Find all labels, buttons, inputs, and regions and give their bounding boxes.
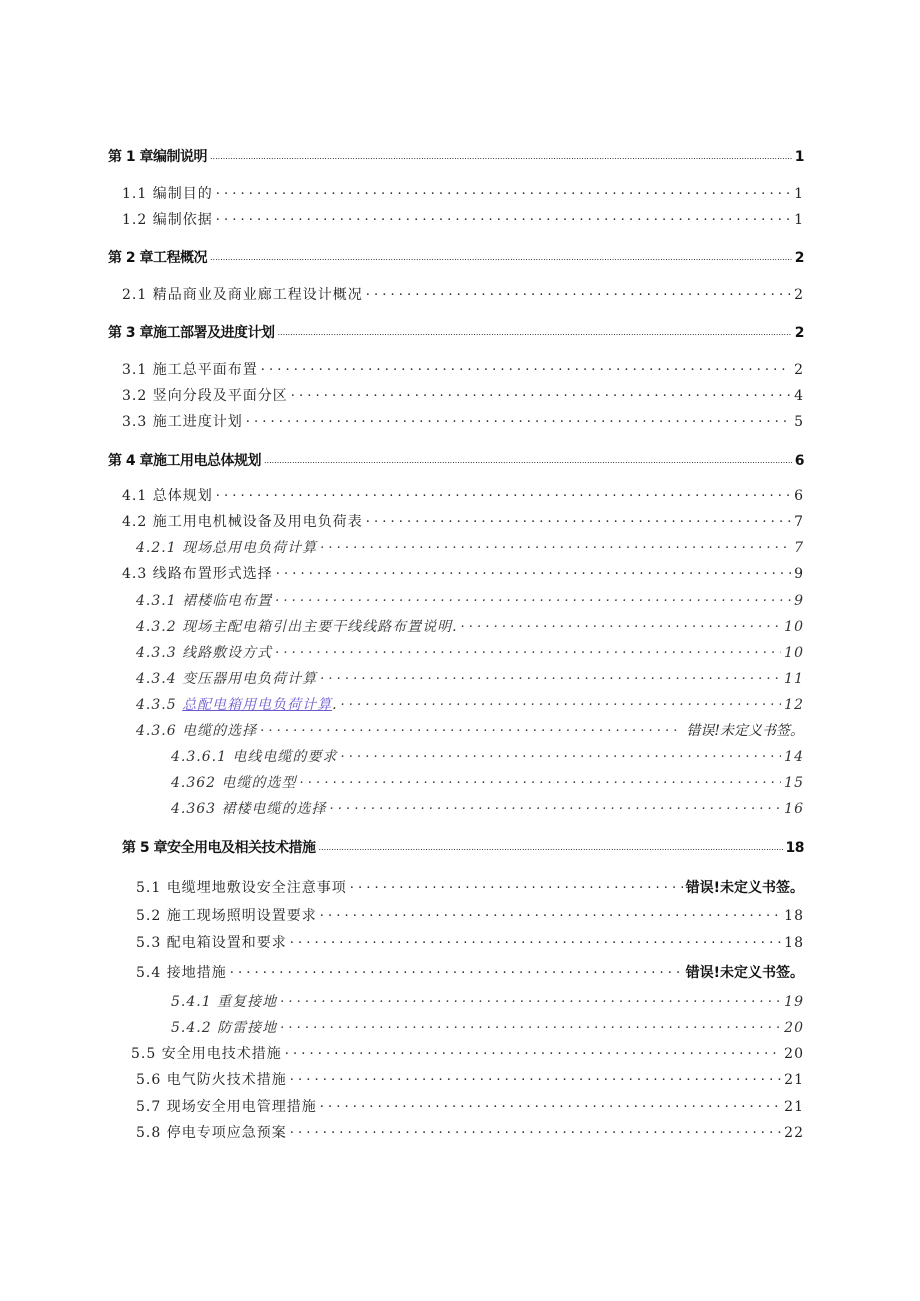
toc-label: 3.1 施工总平面布置 <box>122 362 258 378</box>
toc-label: 4.3.2 现场主配电箱引出主要干线线路布置说明. <box>136 619 458 635</box>
toc-label: 1.2 编制依据 <box>122 212 213 228</box>
toc-page: 6 <box>794 453 804 469</box>
toc-leader <box>276 564 791 578</box>
toc-label: 5.4.1 重复接地 <box>171 994 278 1010</box>
toc-section-3-2[interactable] <box>122 385 804 405</box>
toc-page: 11 <box>784 671 804 687</box>
toc-label: 第 4 章施工用电总体规划 <box>108 453 261 469</box>
toc-label: 5.3 配电箱设置和要求 <box>136 935 287 951</box>
toc-subsection-4-3-3[interactable] <box>136 642 804 662</box>
toc-page: 1 <box>794 212 804 228</box>
toc-label: 4.3 线路布置形式选择 <box>122 566 273 582</box>
toc-leader <box>320 669 781 683</box>
toc-page: 20 <box>784 1020 804 1036</box>
toc-chapter-4[interactable] <box>108 450 804 470</box>
toc-leader <box>291 386 791 400</box>
toc-leader <box>278 323 792 337</box>
toc-section-1-2[interactable] <box>122 209 804 229</box>
toc-label: 3.2 竖向分段及平面分区 <box>122 388 288 404</box>
toc-page: 22 <box>784 1125 804 1141</box>
toc-page: 21 <box>784 1072 804 1088</box>
toc-label-prefix: 4.3.5 <box>136 697 183 713</box>
toc-leader <box>320 906 781 920</box>
toc-section-2-1[interactable] <box>122 284 804 304</box>
toc-leader <box>264 451 792 465</box>
toc-label: 5.6 电气防火技术措施 <box>136 1072 287 1088</box>
toc-label: 4.2.1 现场总用电负荷计算 <box>136 540 318 556</box>
toc-page: 9 <box>794 566 804 582</box>
toc-page: 2 <box>794 362 804 378</box>
toc-leader <box>261 360 791 374</box>
toc-leader <box>366 512 791 526</box>
toc-label: 5.2 施工现场照明设置要求 <box>136 908 317 924</box>
toc-section-1-1[interactable] <box>122 183 804 203</box>
toc-subsection-4-2-1[interactable] <box>136 537 804 557</box>
toc-label: 第 3 章施工部署及进度计划 <box>108 325 275 341</box>
toc-section-5-1[interactable] <box>136 877 804 897</box>
toc-label <box>136 694 338 714</box>
toc-page: 7 <box>794 514 804 530</box>
toc-leader <box>366 285 791 299</box>
toc-page: 2 <box>794 325 804 341</box>
toc-page: 16 <box>784 801 804 817</box>
toc-chapter-5[interactable] <box>122 837 804 857</box>
toc-page: 10 <box>784 619 804 635</box>
toc-label: 1.1 编制目的 <box>122 186 213 202</box>
toc-page: 4 <box>794 388 804 404</box>
toc-leader <box>275 643 781 657</box>
toc-page: 14 <box>784 749 804 765</box>
toc-section-5-3[interactable] <box>136 932 804 952</box>
toc-leader <box>319 838 783 852</box>
toc-section-3-1[interactable] <box>122 359 804 379</box>
toc-label: 4.3.1 裙楼临电布置 <box>136 593 273 609</box>
toc-page-error: 错误!未定义书签。 <box>686 723 804 739</box>
toc-chapter-3[interactable] <box>108 322 804 342</box>
toc-subsection-5-4-2[interactable] <box>171 1017 804 1037</box>
toc-subsection-5-4-1[interactable] <box>171 991 804 1011</box>
toc-leader <box>216 486 791 500</box>
toc-page: 1 <box>794 186 804 202</box>
toc-label: 5.4 接地措施 <box>136 965 227 981</box>
toc-section-5-5[interactable] <box>131 1043 804 1063</box>
toc-leader <box>246 412 791 426</box>
toc-label: 5.5 安全用电技术措施 <box>131 1046 282 1062</box>
toc-label: 5.7 现场安全用电管理措施 <box>136 1099 317 1115</box>
toc-leader <box>210 147 792 161</box>
toc-page: 9 <box>794 593 804 609</box>
toc-leader <box>340 747 781 761</box>
toc-page: 7 <box>794 540 804 556</box>
toc-page: 5 <box>794 414 804 430</box>
toc-page: 1 <box>794 149 804 165</box>
toc-leader <box>330 799 782 813</box>
toc-label: 4.3.6.1 电线电缆的要求 <box>171 749 338 765</box>
toc-page-error: 错误!未定义书签。 <box>685 965 804 981</box>
toc-leader <box>280 1018 781 1032</box>
toc-leader <box>300 773 782 787</box>
toc-label: 2.1 精品商业及商业廊工程设计概况 <box>122 287 363 303</box>
toc-label: 4.3.3 线路敷设方式 <box>136 645 273 661</box>
toc-leader <box>350 878 683 892</box>
toc-chapter-2[interactable] <box>108 247 804 267</box>
toc-section-5-7[interactable] <box>136 1096 804 1116</box>
toc-leader <box>210 248 792 262</box>
toc-leader <box>290 1123 781 1137</box>
toc-label-suffix: . <box>332 697 338 713</box>
toc-subsection-4-3-5[interactable] <box>136 694 804 714</box>
toc-leader <box>320 1097 781 1111</box>
toc-page: 18 <box>784 908 804 924</box>
toc-subsection-4-3-6-3[interactable] <box>171 798 804 818</box>
toc-page: 10 <box>784 645 804 661</box>
toc-section-5-2[interactable] <box>136 905 804 925</box>
toc-leader <box>290 933 781 947</box>
toc-label: 4.3.6 电缆的选择 <box>136 723 258 739</box>
toc-leader <box>285 1044 781 1058</box>
toc-label: 第 5 章安全用电及相关技术措施 <box>122 840 316 856</box>
toc-leader <box>216 184 791 198</box>
toc-subsection-4-3-1[interactable] <box>136 590 804 610</box>
toc-subsection-4-3-4[interactable] <box>136 668 804 688</box>
toc-leader <box>260 721 683 735</box>
toc-leader <box>461 617 782 631</box>
toc-hyperlink[interactable]: 总配电箱用电负荷计算 <box>182 697 333 713</box>
toc-label: 3.3 施工进度计划 <box>122 414 243 430</box>
toc-page: 6 <box>794 488 804 504</box>
toc-label: 5.4.2 防雷接地 <box>171 1020 278 1036</box>
toc-leader <box>290 1070 781 1084</box>
toc-page: 19 <box>784 994 804 1010</box>
toc-leader <box>320 538 791 552</box>
toc-page-error: 错误!未定义书签。 <box>685 880 804 896</box>
toc-section-4-2[interactable] <box>122 511 804 531</box>
toc-label: 5.1 电缆埋地敷设安全注意事项 <box>136 880 347 896</box>
toc-label: 第 2 章工程概况 <box>108 250 207 266</box>
toc-label: 4.362 电缆的选型 <box>171 775 297 791</box>
toc-subsection-4-3-6-2[interactable] <box>171 772 804 792</box>
toc-label: 第 1 章编制说明 <box>108 149 207 165</box>
toc-section-5-4[interactable] <box>136 962 804 982</box>
toc-page: 18 <box>785 840 804 856</box>
toc-page: 2 <box>794 287 804 303</box>
toc-page: 21 <box>784 1099 804 1115</box>
toc-section-4-3[interactable] <box>122 563 804 583</box>
toc-chapter-1[interactable] <box>108 146 804 166</box>
toc-section-5-8[interactable] <box>136 1122 804 1142</box>
toc-section-4-1[interactable] <box>122 485 804 505</box>
toc-leader <box>230 963 683 977</box>
toc-label: 4.3.4 变压器用电负荷计算 <box>136 671 318 687</box>
toc-subsection-4-3-2[interactable] <box>136 616 804 636</box>
toc-section-3-3[interactable] <box>122 411 804 431</box>
toc-section-5-6[interactable] <box>136 1069 804 1089</box>
toc-page: 18 <box>784 935 804 951</box>
toc-page: 12 <box>784 697 804 713</box>
toc-label: 4.1 总体规划 <box>122 488 213 504</box>
toc-label: 5.8 停电专项应急预案 <box>136 1125 287 1141</box>
toc-leader <box>275 591 791 605</box>
toc-leader <box>216 210 791 224</box>
toc-page: 2 <box>794 250 804 266</box>
toc-page: 20 <box>784 1046 804 1062</box>
toc-subsection-4-3-6-1[interactable] <box>171 746 804 766</box>
toc-label: 4.2 施工用电机械设备及用电负荷表 <box>122 514 363 530</box>
toc-leader <box>341 695 782 709</box>
toc-label: 4.363 裙楼电缆的选择 <box>171 801 327 817</box>
toc-leader <box>280 992 781 1006</box>
toc-subsection-4-3-6[interactable] <box>136 720 804 740</box>
toc-page: 15 <box>784 775 804 791</box>
